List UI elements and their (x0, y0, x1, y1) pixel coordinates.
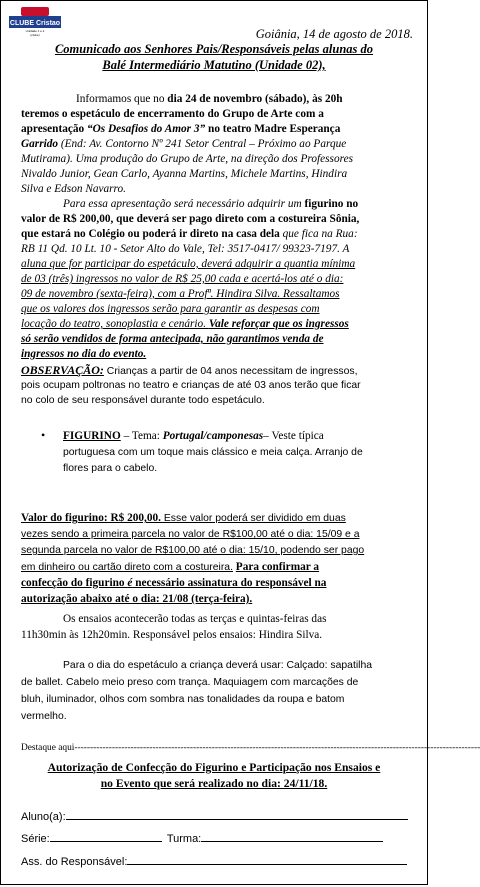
document-date: Goiânia, 14 de agosto de 2018. (255, 27, 413, 41)
figurino-label: FIGURINO (63, 430, 121, 442)
auth-title-line2: no Evento que será realizado no dia: 24/11/18. (100, 777, 328, 790)
dia-line: vermelho. (21, 711, 67, 722)
ass-field[interactable] (21, 853, 407, 868)
serie-turma-field[interactable] (21, 830, 383, 845)
cut-label: Destaque aqui (21, 743, 75, 753)
cut-dashes: ---------------------------------------------------------------------------------------------------------------------------------- (74, 743, 480, 753)
p2-line: só serão vendidos de forma antecipada, não garantimos venda de (21, 333, 324, 345)
p1-line: teremos o espetáculo de encerramento do Grupo de Arte com a (21, 108, 324, 120)
valor-line: Valor do figurino: R$ 200,00. Esse valor poderá ser dividido em duas (21, 512, 346, 524)
aluno-input-line[interactable] (66, 808, 408, 820)
dia-line: bluh, iluminador, olhos com sombra nas tonalidades da roupa e batom (21, 694, 345, 705)
p2-line: aluna que for participar do espetáculo, deverá adquirir a quantia mínima (21, 258, 356, 270)
logo-small-text: Unidade 1 e 2 (25, 29, 45, 33)
obs-text: Crianças a partir de 04 anos necessitam de ingressos, (103, 366, 358, 377)
ensaios-line: 11h30min às 12h20min. Responsável pelos ensaios: Hindira Silva. (21, 629, 323, 641)
serie-label: Série: (21, 833, 50, 845)
auth-title-line1: Autorização de Confecção do Figurino e Participação nos Ensaios e (47, 761, 381, 774)
p1-line: Garrido (End: Av. Contorno Nº 241 Setor Central – Próximo ao Parque (21, 138, 347, 150)
aluno-field[interactable] (21, 808, 408, 823)
p1-line: Mutirama). Uma produção do Grupo de Arte, na direção dos Professores (21, 153, 353, 165)
p1-line (76, 92, 343, 107)
ass-label: Ass. do Responsável: (21, 856, 128, 868)
serie-input-line[interactable] (50, 830, 162, 842)
figurino-line: flores para o cabelo. (63, 463, 158, 474)
p2-line: que os valores dos ingressos serão para garantir as despesas com (21, 303, 320, 315)
valor-label: Valor do figurino: R$ 200,00. (21, 512, 161, 524)
p1-line: Silva e Edson Navarro. (21, 183, 127, 195)
ensaios-line: Os ensaios acontecerão todas as terças e quintas-feiras das (63, 613, 327, 625)
valor-line: autorização abaixo até o dia: 21/08 (terça-feira). (21, 593, 253, 605)
p1-line: Nivaldo Junior, Gean Carlo, Ayanna Martins, Michele Martins, Hindira (21, 168, 348, 180)
valor-line: confecção do figurino é necessário assinatura do responsável na (21, 577, 327, 589)
p1-line-text: Informamos que no dia 24 de novembro (sábado), às 20h (76, 93, 343, 105)
bullet-icon: • (41, 428, 46, 442)
obs-line (21, 363, 357, 380)
p2-line: que estará no Colégio ou poderá ir direto na casa dela que fica na Rua: (21, 228, 358, 240)
figurino-line: FIGURINO – Tema: Portugal/camponesas– Veste típica (63, 430, 324, 442)
valor-line: vezes sendo a primeira parcela no valor de R$100,00 até o dia: 15/09 e a (21, 529, 360, 540)
p2-line: RB 11 Qd. 10 Lt. 10 - Setor Alto do Vale, Tel: 3517-0417/ 99323-7197. A (21, 243, 350, 255)
p1-line: apresentação “Os Desafios do Amor 3” no teatro Madre Esperança (21, 123, 341, 135)
cut-line (21, 743, 480, 753)
p2-line: locação do teatro, sonoplastia e cenário. Vale reforçar que os ingressos (21, 318, 349, 330)
p2-line: de 03 (três) ingressos no valor de R$ 25,00 cada e acertá-los até o dia: (21, 273, 344, 285)
figurino-line: portuguesa com um toque mais clássico e meia calça. Arranjo de (63, 447, 363, 458)
obs-line: pois ocupam poltronas no teatro e crianças de até 03 anos terão que ficar (21, 380, 361, 391)
turma-label: Turma: (166, 833, 202, 845)
obs-line: no colo de seu responsável durante todo espetáculo. (21, 395, 265, 406)
page-title-line2: Balé Intermediário Matutino (Unidade 02), (102, 58, 326, 72)
ass-input-line[interactable] (127, 853, 407, 865)
p2-line: ingressos no dia do evento. (21, 348, 147, 360)
school-logo (7, 7, 63, 37)
p2-line: 09 de novembro (sexta-feira), com a Profª. Hindira Silva. Ressaltamos (21, 288, 340, 300)
valor-line: em dinheiro ou cartão direto com a costureira. Para confirmar a (21, 561, 320, 573)
p2-line: valor de R$ 200,00, que deverá ser pago direto com a costureira Sônia, (21, 213, 360, 225)
page-title-line1: Comunicado aos Senhores Pais/Responsáveis pelas alunas do (54, 42, 374, 56)
dia-line: Para o dia do espetáculo a criança deverá usar: Calçado: sapatilha (63, 660, 373, 671)
p2-line: Para essa apresentação será necessário adquirir um figurino no (63, 198, 359, 210)
turma-input-line[interactable] (201, 830, 383, 842)
logo-name: CLUBE Cristao (9, 20, 61, 27)
logo-url: (clube) (30, 33, 40, 37)
aluno-label: Aluno(a): (21, 811, 66, 823)
obs-label: OBSERVAÇÃO: (21, 363, 104, 377)
dia-line: de ballet. Cabelo meio preso com trança. Maquiagem com marcações de (21, 677, 359, 688)
valor-line: segunda parcela no valor de R$100,00 até o dia: 15/10, podendo ser pago (21, 545, 365, 556)
